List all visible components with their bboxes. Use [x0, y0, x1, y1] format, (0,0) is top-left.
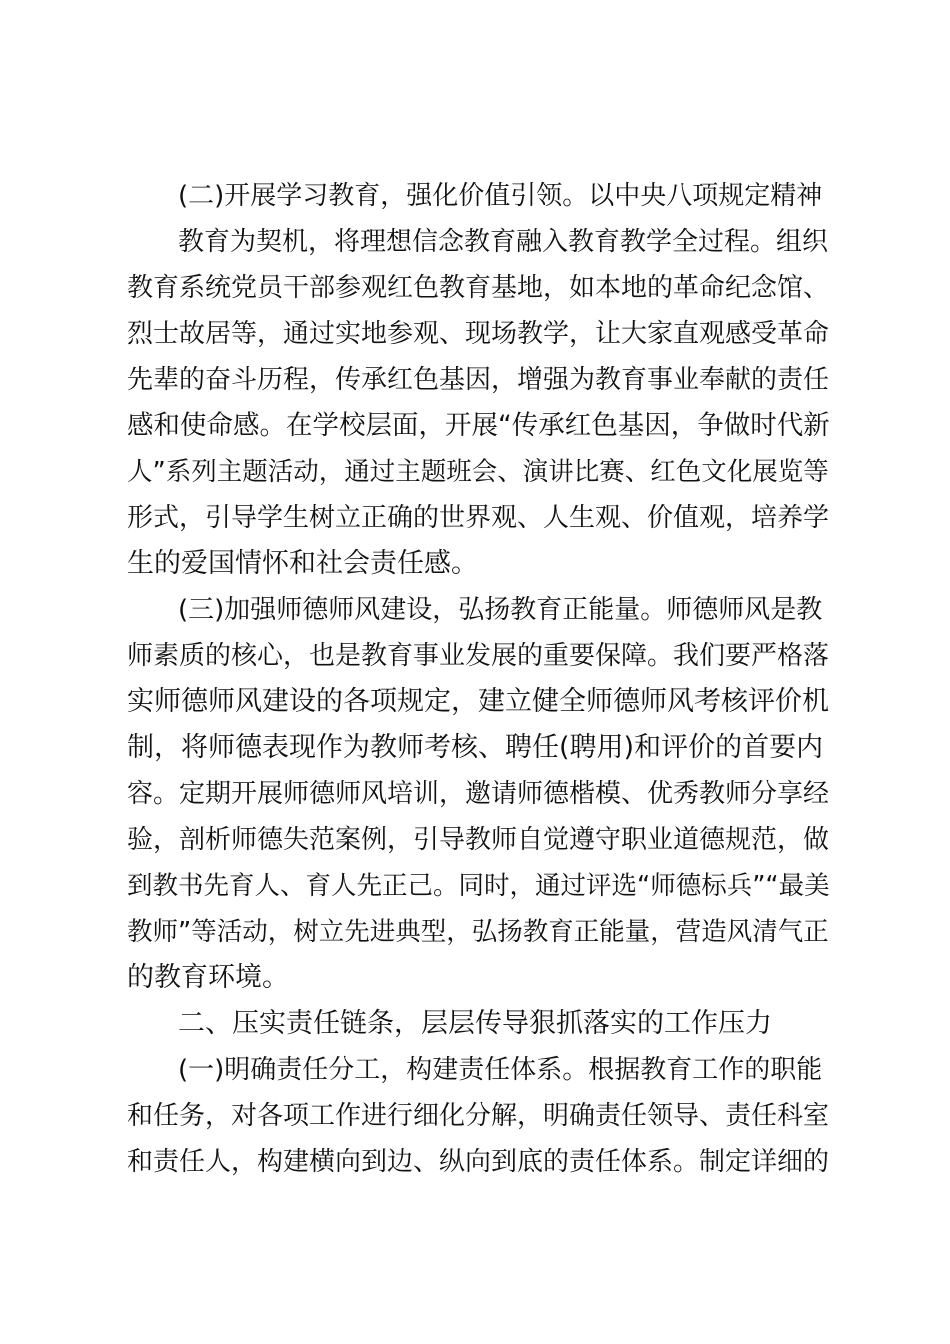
paragraph-line: 人”系列主题活动，通过主题班会、演讲比赛、红色文化展览等	[127, 457, 829, 487]
paragraph-line: (一)明确责任分工，构建责任体系。根据教育工作的职能	[178, 1055, 823, 1085]
paragraph-line: 生的爱国情怀和社会责任感。	[127, 548, 478, 579]
paragraph-line: (三)加强师德师风建设，弘扬教育正能量。师德师风是教	[178, 595, 823, 625]
paragraph-line: 实师德师风建设的各项规定，建立健全师德师风考核评价机	[127, 686, 829, 717]
paragraph-line: (二)开展学习教育，强化价值引领。以中央八项规定精神	[178, 181, 823, 211]
paragraph-line: 教育系统党员干部参观红色教育基地，如本地的革命纪念馆、	[127, 273, 830, 303]
paragraph-line: 形式，引导学生树立正确的世界观、人生观、价值观，培养学	[127, 503, 830, 533]
paragraph-line: 到教书先育人、育人先正己。同时，通过评选“师德标兵”“最美	[127, 871, 830, 901]
paragraph-line: 感和使命感。在学校层面，开展“传承红色基因，争做时代新	[127, 410, 830, 441]
paragraph-line: 和任务，对各项工作进行细化分解，明确责任领导、责任科室	[127, 1101, 830, 1131]
paragraph-line: 教育为契机，将理想信念教育融入教育教学全过程。组织	[178, 227, 829, 257]
paragraph-line: 师素质的核心，也是教育事业发展的重要保障。我们要严格落	[127, 641, 830, 671]
paragraph-line: 烈士故居等，通过实地参观、现场教学，让大家直观感受革命	[127, 319, 830, 349]
paragraph-line: 制，将师德表现作为教师考核、聘任(聘用)和评价的首要内	[127, 732, 824, 763]
paragraph-line: 教师”等活动，树立先进典型，弘扬教育正能量，营造风清气正	[127, 917, 829, 947]
section-heading: 二、压实责任链条，层层传导狠抓落实的工作压力	[178, 1008, 772, 1039]
paragraph-line: 先辈的奋斗历程，传承红色基因，增强为教育事业奉献的责任	[127, 365, 830, 395]
paragraph-line: 验，剖析师德失范案例，引导教师自觉遵守职业道德规范，做	[127, 825, 830, 855]
paragraph-line: 和责任人，构建横向到边、纵向到底的责任体系。制定详细的	[127, 1147, 830, 1177]
paragraph-line: 的教育环境。	[127, 962, 289, 993]
paragraph-line: 容。定期开展师德师风培训，邀请师德楷模、优秀教师分享经	[127, 779, 830, 809]
